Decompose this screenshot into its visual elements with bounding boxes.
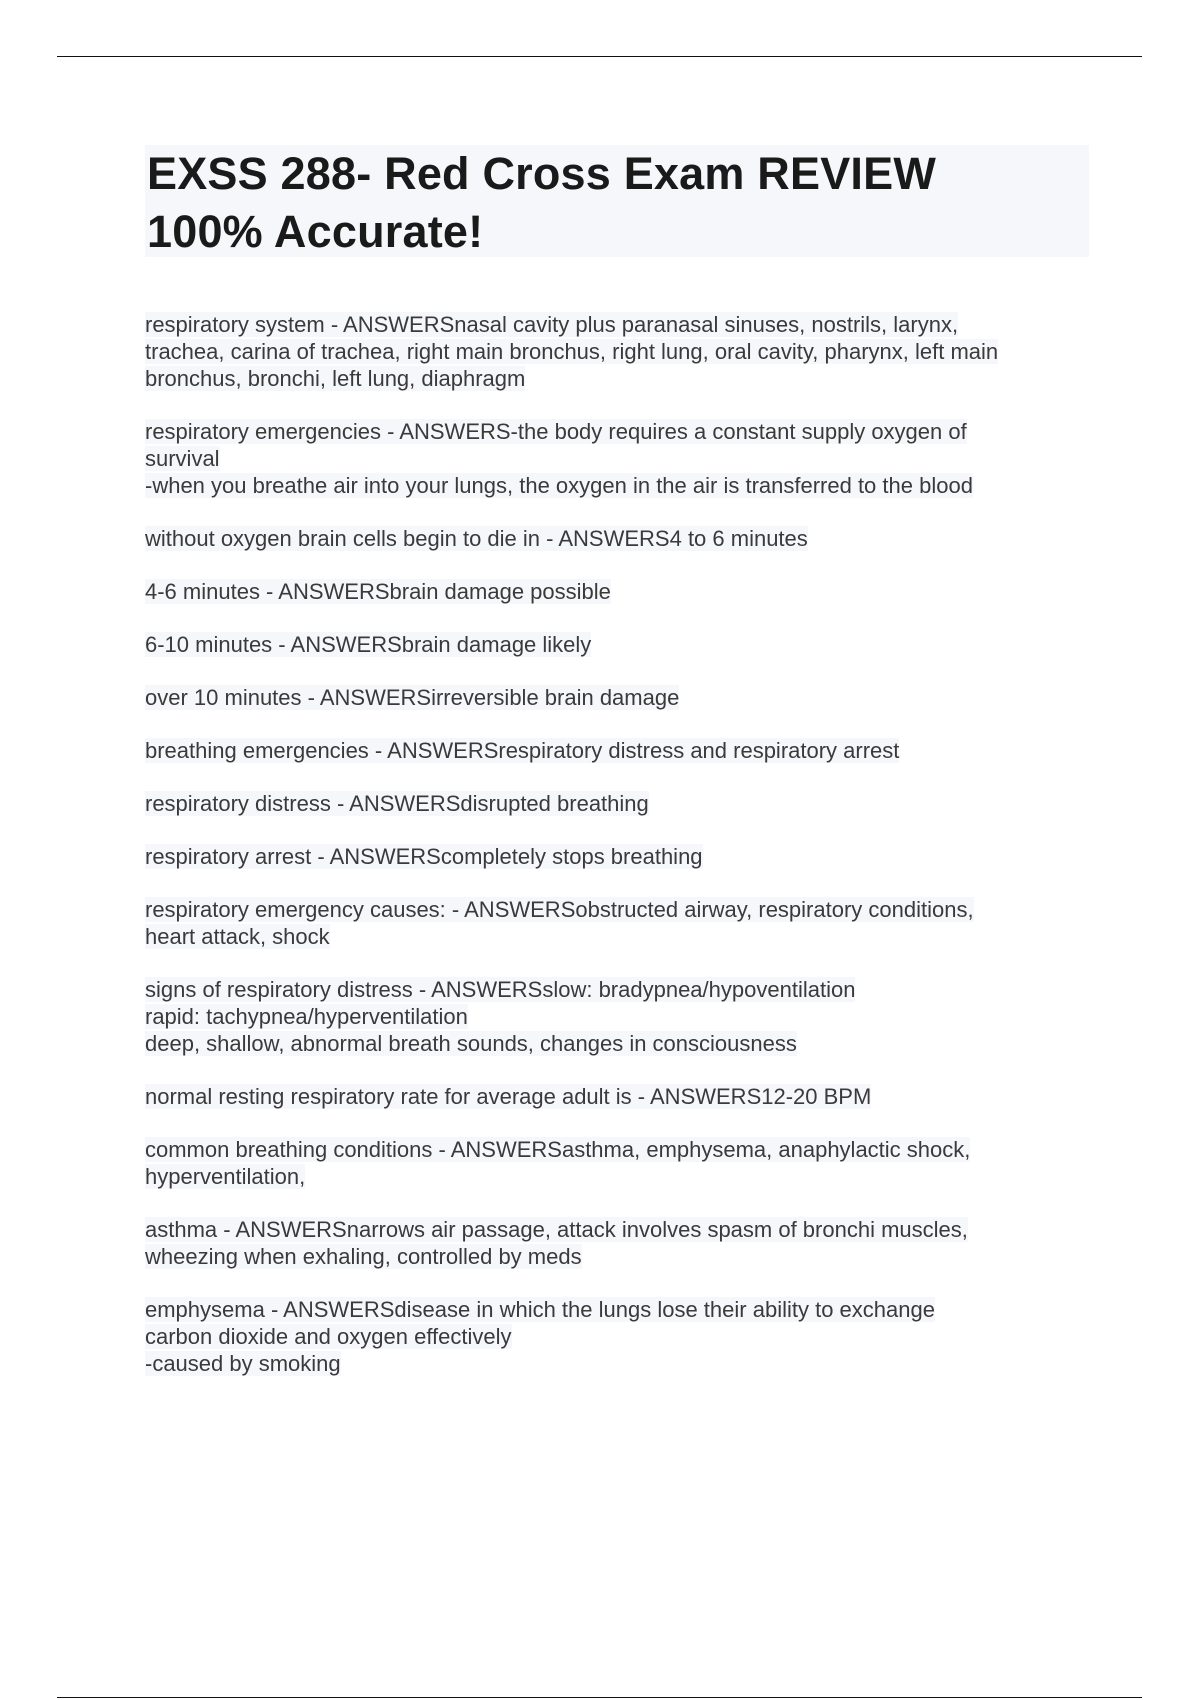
document-title-block	[145, 145, 1089, 257]
entry-line-text: deep, shallow, abnormal breath sounds, changes in consciousness	[145, 1031, 797, 1056]
top-divider	[57, 56, 1142, 57]
entry-line	[145, 311, 1090, 338]
entry-line	[145, 1296, 1090, 1323]
entry-line-text: -caused by smoking	[145, 1351, 341, 1376]
entry-line-text: signs of respiratory distress - ANSWERSslow: bradypnea/hypoventilation	[145, 977, 856, 1002]
entry-line	[145, 1003, 1090, 1030]
flashcard-entry	[145, 1216, 1090, 1270]
entry-line	[145, 1163, 1090, 1190]
entry-line	[145, 1030, 1090, 1057]
entry-line	[145, 578, 1090, 605]
flashcard-entry	[145, 1296, 1090, 1377]
flashcard-entry	[145, 525, 1090, 552]
entry-line-text: survival	[145, 446, 220, 471]
entry-line	[145, 1216, 1090, 1243]
flashcard-entry	[145, 896, 1090, 950]
entry-line-text: wheezing when exhaling, controlled by meds	[145, 1244, 582, 1269]
entry-line-text: rapid: tachypnea/hyperventilation	[145, 1004, 468, 1029]
entry-line	[145, 365, 1090, 392]
entry-line	[145, 1136, 1090, 1163]
entry-line-text: respiratory distress - ANSWERSdisrupted breathing	[145, 791, 649, 816]
entry-line	[145, 445, 1090, 472]
entry-line	[145, 1083, 1090, 1110]
entry-line-text: -when you breathe air into your lungs, the oxygen in the air is transferred to the blood	[145, 473, 973, 498]
entry-line	[145, 684, 1090, 711]
entry-line-text: asthma - ANSWERSnarrows air passage, attack involves spasm of bronchi muscles,	[145, 1217, 968, 1242]
flashcard-entry	[145, 418, 1090, 499]
title-line: EXSS 288- Red Cross Exam REVIEW	[147, 148, 936, 199]
entry-line	[145, 338, 1090, 365]
flashcard-entry	[145, 790, 1090, 817]
entry-line	[145, 923, 1090, 950]
bottom-divider	[57, 1697, 1142, 1698]
entry-line	[145, 843, 1090, 870]
entry-line-text: heart attack, shock	[145, 924, 330, 949]
entry-line	[145, 631, 1090, 658]
entry-line-text: 4-6 minutes - ANSWERSbrain damage possible	[145, 579, 611, 604]
flashcard-entry	[145, 684, 1090, 711]
entry-line	[145, 418, 1090, 445]
entry-line	[145, 896, 1090, 923]
flashcard-entry	[145, 976, 1090, 1057]
entry-line-text: common breathing conditions - ANSWERSasthma, emphysema, anaphylactic shock,	[145, 1137, 971, 1162]
entry-line	[145, 525, 1090, 552]
flashcard-entry	[145, 843, 1090, 870]
entry-line-text: carbon dioxide and oxygen effectively	[145, 1324, 512, 1349]
entry-line-text: trachea, carina of trachea, right main bronchus, right lung, oral cavity, pharynx, left main	[145, 339, 999, 364]
entry-line-text: normal resting respiratory rate for average adult is - ANSWERS12-20 BPM	[145, 1084, 872, 1109]
entry-line-text: respiratory emergency causes: - ANSWERSobstructed airway, respiratory conditions,	[145, 897, 974, 922]
title-line: 100% Accurate!	[147, 206, 484, 257]
entry-line-text: respiratory arrest - ANSWERScompletely stops breathing	[145, 844, 703, 869]
entry-line	[145, 737, 1090, 764]
entry-line	[145, 1243, 1090, 1270]
entry-line	[145, 1350, 1090, 1377]
flashcard-entry	[145, 578, 1090, 605]
flashcard-entry	[145, 631, 1090, 658]
entry-line-text: over 10 minutes - ANSWERSirreversible brain damage	[145, 685, 680, 710]
entry-line-text: emphysema - ANSWERSdisease in which the lungs lose their ability to exchange	[145, 1297, 935, 1322]
flashcard-entry	[145, 737, 1090, 764]
entry-line-text: without oxygen brain cells begin to die in - ANSWERS4 to 6 minutes	[145, 526, 808, 551]
entry-line-text: respiratory emergencies - ANSWERS-the body requires a constant supply oxygen of	[145, 419, 967, 444]
entry-line-text: bronchus, bronchi, left lung, diaphragm	[145, 366, 526, 391]
entry-line-text: breathing emergencies - ANSWERSrespiratory distress and respiratory arrest	[145, 738, 900, 763]
entry-line	[145, 1323, 1090, 1350]
flashcard-list	[145, 311, 1090, 1403]
entry-line	[145, 976, 1090, 1003]
document-title	[145, 145, 1089, 261]
entry-line-text: 6-10 minutes - ANSWERSbrain damage likely	[145, 632, 592, 657]
flashcard-entry	[145, 1083, 1090, 1110]
entry-line-text: respiratory system - ANSWERSnasal cavity plus paranasal sinuses, nostrils, larynx,	[145, 312, 959, 337]
entry-line	[145, 790, 1090, 817]
flashcard-entry	[145, 311, 1090, 392]
entry-line	[145, 472, 1090, 499]
entry-line-text: hyperventilation,	[145, 1164, 306, 1189]
flashcard-entry	[145, 1136, 1090, 1190]
